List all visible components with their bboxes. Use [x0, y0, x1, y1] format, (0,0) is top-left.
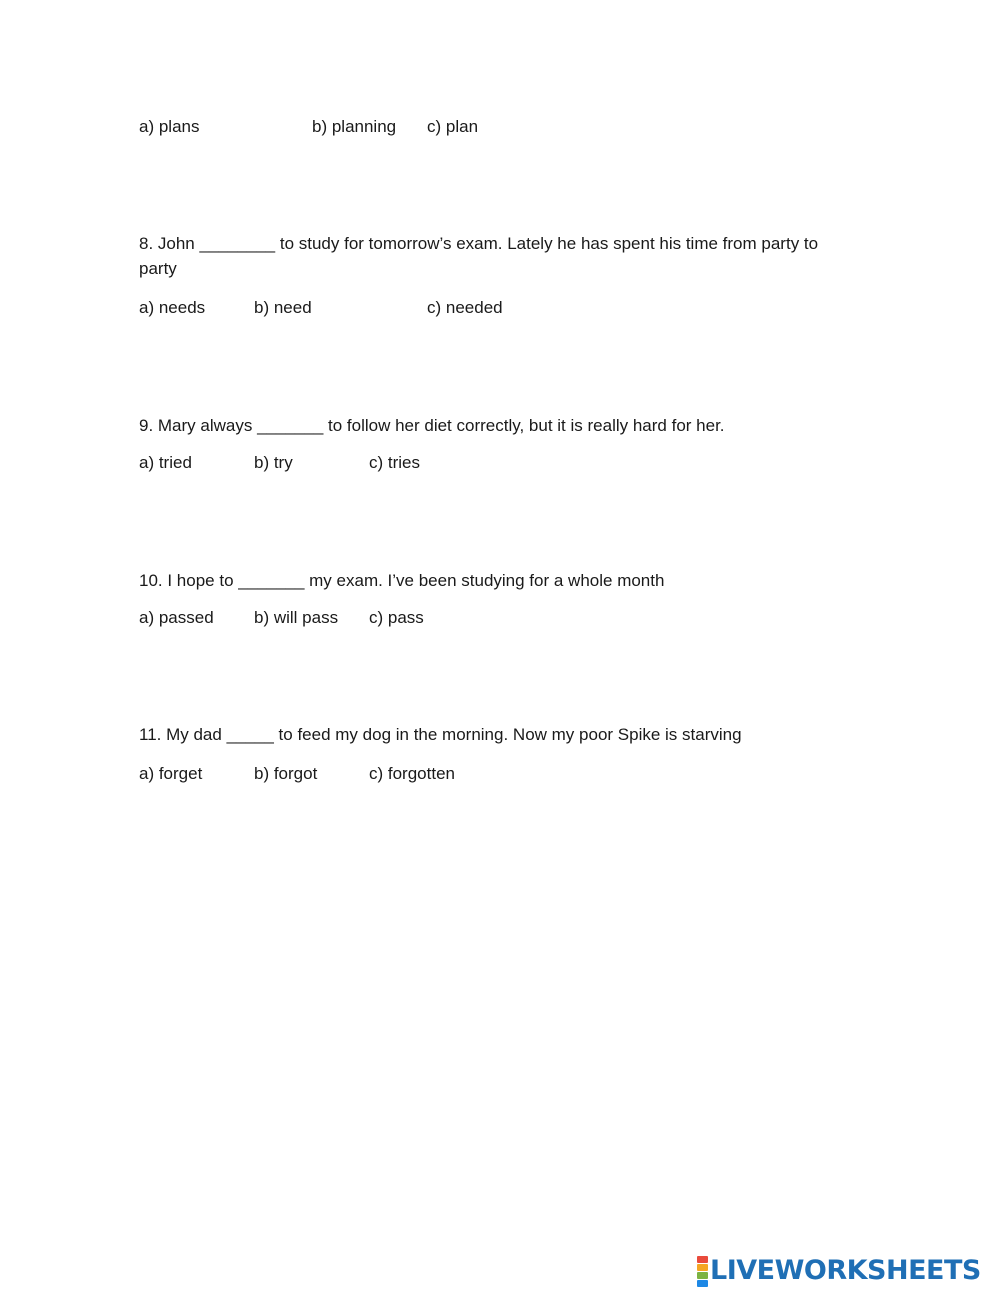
logo-block [697, 1264, 708, 1271]
option-b[interactable]: b) will pass [254, 608, 339, 627]
question-11-text: 11. My dad _____ to feed my dog in the morning. Now my poor Spike is starving [139, 725, 742, 744]
option-c[interactable]: c) needed [427, 298, 503, 317]
option-b[interactable]: b) planning [312, 117, 397, 136]
option-a[interactable]: a) tried [139, 453, 192, 472]
logo-block [697, 1280, 708, 1287]
option-c[interactable]: c) tries [369, 453, 420, 472]
option-a[interactable]: a) forget [139, 764, 203, 783]
question-8-text: 8. John ________ to study for tomorrow’s exam. Lately he has spent his time from party to party [139, 234, 819, 278]
option-a[interactable]: a) needs [139, 298, 206, 317]
option-c[interactable]: c) plan [427, 117, 479, 136]
option-b[interactable]: b) try [254, 453, 293, 472]
option-c[interactable]: c) forgotten [369, 764, 455, 783]
option-c[interactable]: c) pass [369, 608, 424, 627]
liveworksheets-logo [697, 1256, 981, 1286]
question-10-text: 10. I hope to _______ my exam. I’ve been studying for a whole month [139, 571, 665, 590]
option-b[interactable]: b) need [254, 298, 312, 317]
logo-block [697, 1256, 708, 1263]
logo-block [697, 1272, 708, 1279]
option-a[interactable]: a) plans [139, 117, 200, 136]
logo-blocks-icon [697, 1256, 708, 1287]
question-9-text: 9. Mary always _______ to follow her diet correctly, but it is really hard for her. [139, 416, 725, 435]
option-b[interactable]: b) forgot [254, 764, 318, 783]
logo-text: LIVEWORKSHEETS [710, 1255, 981, 1286]
option-a[interactable]: a) passed [139, 608, 214, 627]
